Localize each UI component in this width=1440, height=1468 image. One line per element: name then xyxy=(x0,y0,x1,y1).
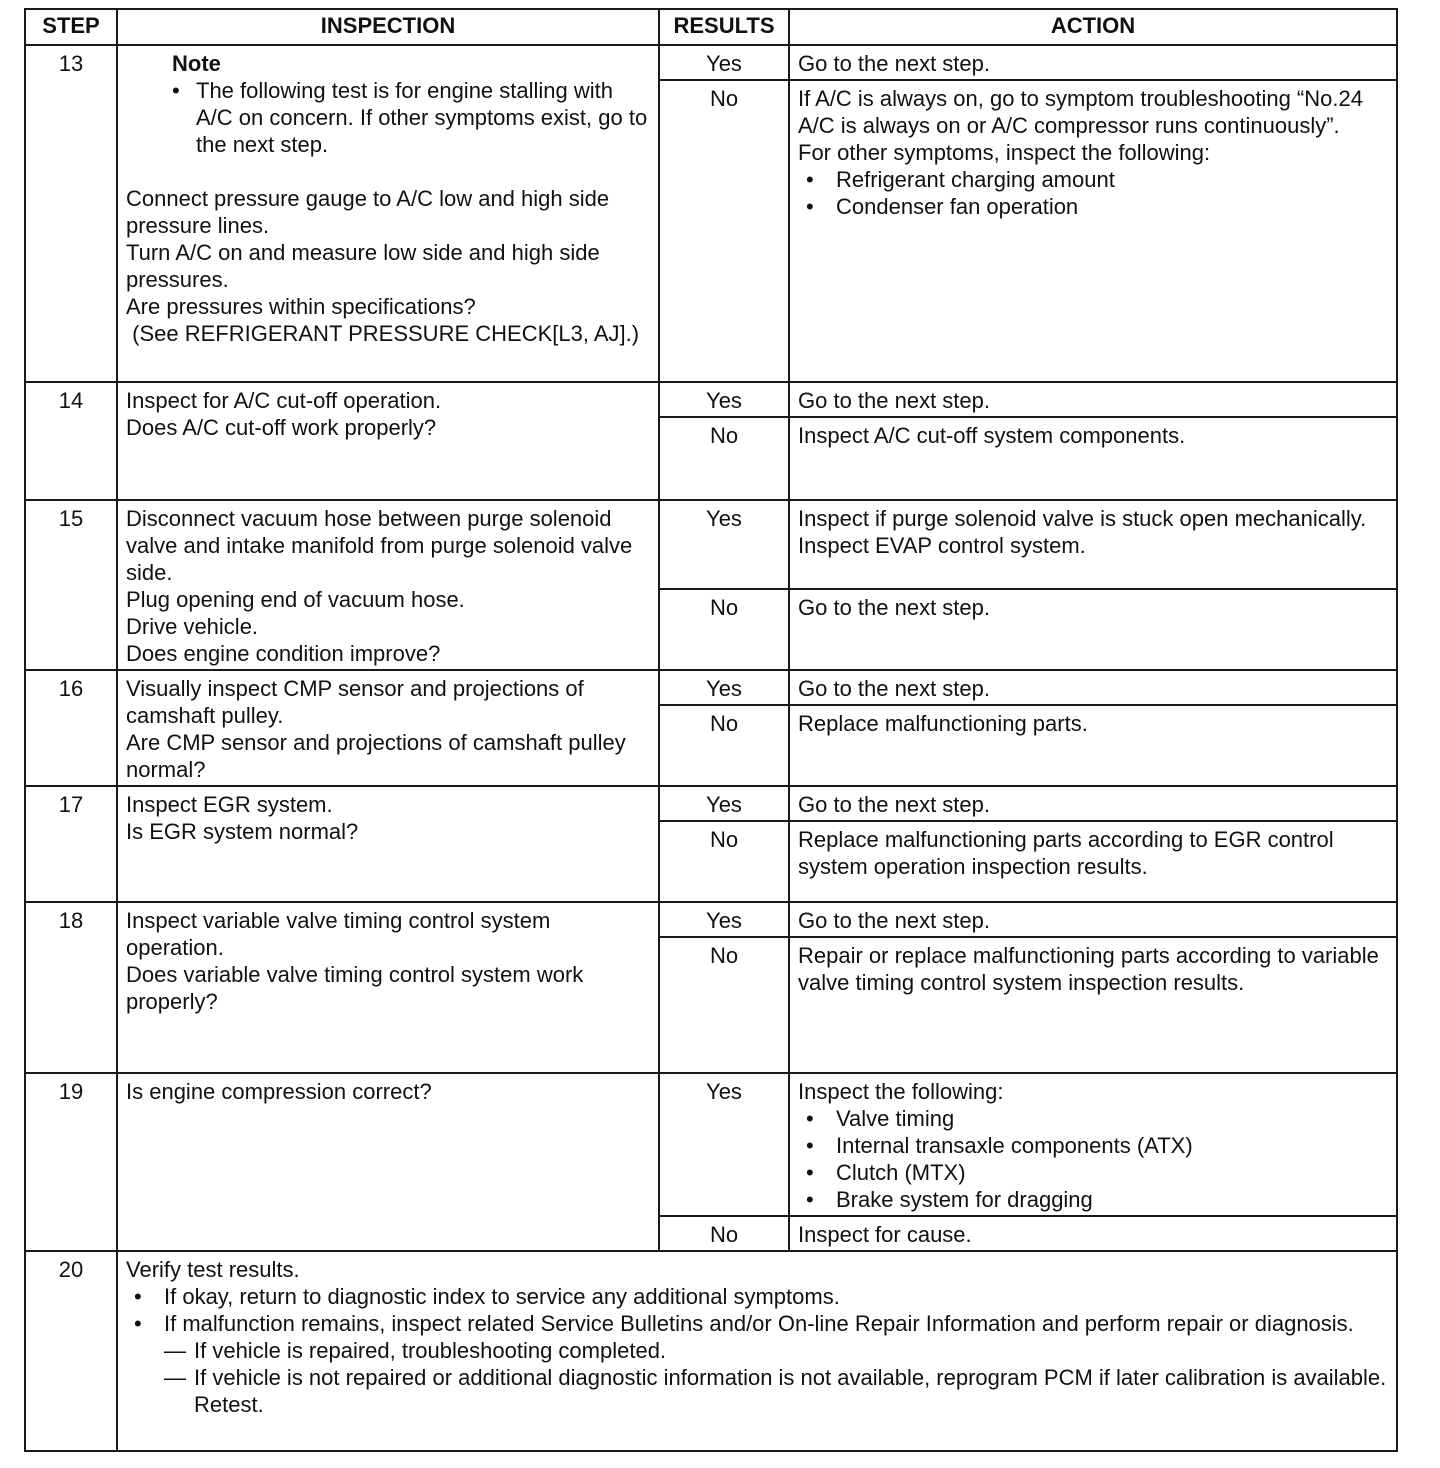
list-item: • If malfunction remains, inspect related Service Bulletins and/or On-line Repair Information and perform repair or diagnosis. xyxy=(134,1311,1354,1336)
action-yes xyxy=(789,500,1397,589)
bullet-icon: • xyxy=(172,78,180,103)
dash-icon: — xyxy=(164,1338,186,1363)
bullet-icon: • xyxy=(806,1187,814,1212)
table-row xyxy=(25,786,1397,821)
list-item: • Valve timing xyxy=(806,1106,955,1131)
action-line: Go to the next step. xyxy=(798,595,991,620)
action-yes xyxy=(789,902,1397,937)
action-line: Inspect the following: xyxy=(798,1079,1004,1104)
final-step-text: Verify test results. xyxy=(126,1257,300,1282)
result-no: No xyxy=(659,821,789,902)
step-number: 13 xyxy=(25,45,117,382)
inspection-question: Is engine compression correct? xyxy=(126,1079,432,1104)
final-step-bullets xyxy=(126,1283,1388,1337)
list-item: • Refrigerant charging amount xyxy=(806,167,1115,192)
action-line: Go to the next step. xyxy=(798,676,991,701)
action-line: For other symptoms, inspect the following: xyxy=(798,140,1211,165)
bullet-icon: • xyxy=(806,1133,814,1158)
list-item: • Brake system for dragging xyxy=(806,1187,1093,1212)
action-no xyxy=(789,589,1397,670)
inspection-line: Inspect for A/C cut-off operation. xyxy=(126,388,442,413)
inspection-cell xyxy=(117,786,659,902)
diagnostic-table xyxy=(24,8,1398,1452)
result-no: No xyxy=(659,589,789,670)
action-no xyxy=(789,80,1397,382)
result-no: No xyxy=(659,705,789,786)
action-bullets xyxy=(798,1105,1388,1213)
action-yes xyxy=(789,45,1397,80)
result-no: No xyxy=(659,937,789,1073)
result-yes: Yes xyxy=(659,382,789,417)
bullet-icon: • xyxy=(134,1311,142,1336)
result-yes: Yes xyxy=(659,902,789,937)
table-row xyxy=(25,902,1397,937)
inspection-line: Connect pressure gauge to A/C low and high side pressure lines. xyxy=(126,186,610,238)
inspection-line: Disconnect vacuum hose between purge solenoid valve and intake manifold from purge solenoid valve side. xyxy=(126,506,633,585)
bullet-icon: • xyxy=(806,167,814,192)
bullet-icon: • xyxy=(134,1284,142,1309)
inspection-cell xyxy=(117,902,659,1073)
header-row xyxy=(25,9,1397,45)
inspection-question: Does A/C cut-off work properly? xyxy=(126,415,437,440)
header-action: ACTION xyxy=(789,9,1397,45)
header-results: RESULTS xyxy=(659,9,789,45)
result-yes: Yes xyxy=(659,670,789,705)
table-row xyxy=(25,1251,1397,1451)
note-text: The following test is for engine stalling with A/C on concern. If other symptoms exist, go to the next step. xyxy=(196,78,648,157)
inspection-line: Inspect variable valve timing control system operation. xyxy=(126,908,551,960)
action-line: Inspect A/C cut-off system components. xyxy=(798,423,1186,448)
action-no xyxy=(789,1216,1397,1251)
step-number: 18 xyxy=(25,902,117,1073)
inspection-line: Turn A/C on and measure low side and high side pressures. xyxy=(126,240,600,292)
step-number: 20 xyxy=(25,1251,117,1451)
inspection-question: Are CMP sensor and projections of camshaft pulley normal? xyxy=(126,730,626,782)
result-no: No xyxy=(659,80,789,382)
action-yes xyxy=(789,786,1397,821)
result-yes: Yes xyxy=(659,786,789,821)
action-line: Inspect for cause. xyxy=(798,1222,972,1247)
step-number: 19 xyxy=(25,1073,117,1251)
action-yes xyxy=(789,670,1397,705)
action-line: Go to the next step. xyxy=(798,51,991,76)
inspection-cell xyxy=(117,670,659,786)
header-step: STEP xyxy=(25,9,117,45)
table-row xyxy=(25,670,1397,705)
action-line: Replace malfunctioning parts. xyxy=(798,711,1088,736)
result-yes: Yes xyxy=(659,500,789,589)
bullet-icon: • xyxy=(806,194,814,219)
inspection-question: Is EGR system normal? xyxy=(126,819,359,844)
result-yes: Yes xyxy=(659,45,789,80)
table-row xyxy=(25,382,1397,417)
inspection-question: Does variable valve timing control system work properly? xyxy=(126,962,584,1014)
action-line: Repair or replace malfunctioning parts according to variable valve timing control system inspection results. xyxy=(798,943,1379,995)
step-number: 15 xyxy=(25,500,117,670)
inspection-cell xyxy=(117,500,659,670)
table-row xyxy=(25,45,1397,80)
action-line: Go to the next step. xyxy=(798,908,991,933)
sub-item: — If vehicle is repaired, troubleshooting completed. xyxy=(164,1338,667,1363)
inspection-cell xyxy=(117,382,659,500)
inspection-line: Inspect EGR system. xyxy=(126,792,333,817)
table-row xyxy=(25,500,1397,589)
result-no: No xyxy=(659,1216,789,1251)
bullet-icon: • xyxy=(806,1106,814,1131)
step-number: 16 xyxy=(25,670,117,786)
action-yes xyxy=(789,382,1397,417)
step-number: 17 xyxy=(25,786,117,902)
note-bullet xyxy=(126,77,650,158)
action-line: Go to the next step. xyxy=(798,388,991,413)
result-yes: Yes xyxy=(659,1073,789,1216)
inspection-cell xyxy=(117,1073,659,1251)
final-step-cell xyxy=(117,1251,1397,1451)
header-inspection: INSPECTION xyxy=(117,9,659,45)
inspection-reference: (See REFRIGERANT PRESSURE CHECK[L3, AJ].) xyxy=(126,321,640,346)
dash-icon: — xyxy=(164,1365,186,1390)
action-line: Go to the next step. xyxy=(798,792,991,817)
list-item: • If okay, return to diagnostic index to service any additional symptoms. xyxy=(134,1284,840,1309)
action-line: Inspect if purge solenoid valve is stuck open mechanically. xyxy=(798,506,1367,531)
action-line: Inspect EVAP control system. xyxy=(798,533,1086,558)
action-line: Replace malfunctioning parts according to EGR control system operation inspection results. xyxy=(798,827,1334,879)
list-item: • Condenser fan operation xyxy=(806,194,1079,219)
action-yes xyxy=(789,1073,1397,1216)
inspection-line: Plug opening end of vacuum hose. xyxy=(126,587,465,612)
action-bullets xyxy=(798,166,1388,220)
table-row xyxy=(25,1073,1397,1216)
result-no: No xyxy=(659,417,789,500)
note-title: Note xyxy=(172,51,221,76)
action-line: If A/C is always on, go to symptom troubleshooting “No.24 A/C is always on or A/C compressor runs continuously”. xyxy=(798,86,1363,138)
action-no xyxy=(789,705,1397,786)
sub-item: — If vehicle is not repaired or additional diagnostic information is not available, reprogram PCM if later calibration is available. Retest. xyxy=(164,1365,1387,1417)
action-no xyxy=(789,821,1397,902)
list-item: • Internal transaxle components (ATX) xyxy=(806,1133,1193,1158)
inspection-line: Visually inspect CMP sensor and projections of camshaft pulley. xyxy=(126,676,584,728)
inspection-question: Does engine condition improve? xyxy=(126,641,441,666)
action-no xyxy=(789,937,1397,1073)
inspection-cell xyxy=(117,45,659,382)
step-number: 14 xyxy=(25,382,117,500)
bullet-icon: • xyxy=(806,1160,814,1185)
list-item: • Clutch (MTX) xyxy=(806,1160,966,1185)
inspection-line: Drive vehicle. xyxy=(126,614,259,639)
action-no xyxy=(789,417,1397,500)
inspection-question: Are pressures within specifications? xyxy=(126,294,476,319)
